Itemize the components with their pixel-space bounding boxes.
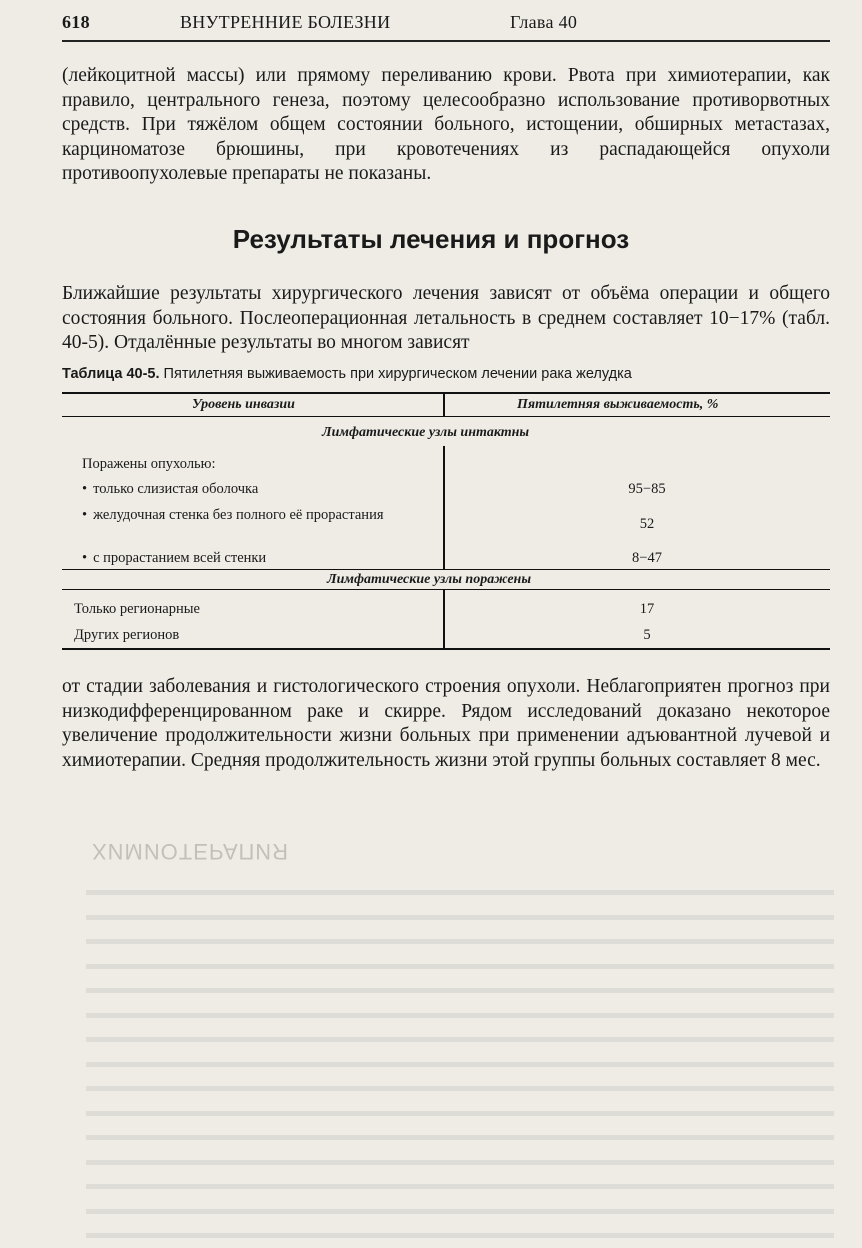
- table-caption-text: Пятилетняя выживаемость при хирургическом лечении рака желудка: [163, 366, 632, 382]
- table-row-value: 52: [639, 516, 655, 532]
- header-rule: [62, 40, 830, 42]
- table-row-value: 5: [643, 627, 651, 643]
- table-caption: [62, 366, 832, 382]
- table-row-value: 17: [639, 601, 655, 617]
- table-row-value: 95−85: [628, 481, 666, 497]
- table-divider-1: [443, 446, 445, 569]
- bleed-through-heading: ХИМИОТЕРАПИЯ: [92, 839, 289, 864]
- chapter-label: Глава 40: [510, 12, 578, 32]
- table-bottom-rule: [62, 648, 830, 650]
- table-row-label: • только слизистая оболочка: [82, 481, 258, 498]
- table-group-rule: [62, 569, 830, 570]
- group-title-affected: Лимфатические узлы поражены: [327, 572, 532, 587]
- table-row-value: 8−47: [632, 550, 662, 566]
- bleed-through-text: [86, 880, 834, 1248]
- page-number: 618: [62, 12, 90, 32]
- table-row-label: Только регионарные: [74, 601, 200, 617]
- section-title: Результаты лечения и прогноз: [232, 224, 630, 254]
- survival-table: [62, 392, 830, 650]
- table-group2-rule: [62, 589, 830, 590]
- table-header-divider: [443, 394, 445, 416]
- group-title-intact: Лимфатические узлы интактны: [322, 425, 530, 440]
- paragraph-3: от стадии заболевания и гистологического строения опухоли. Неблагоприятен прогноз при низкодифференцированном раке и скирре. Рядом исследований доказано некоторое увеличение продолжительности жизни больных при применении адъювантной лучевой и химиотерапии. Средняя продолжительность жизни этой группы больных составляет 8 мес.: [62, 676, 830, 771]
- column-header-survival: Пятилетняя выживаемость, %: [517, 397, 719, 412]
- table-top-rule: [62, 392, 830, 394]
- column-header-invasion: Уровень инвазии: [192, 397, 295, 412]
- group-subtitle: Поражены опухолью:: [82, 456, 216, 472]
- paragraph-2: Ближайшие результаты хирургического лечения зависят от объёма операции и общего состояния больного. Послеоперационная летальность в среднем составляет 10−17% (табл. 40-5). Отдалённые результаты во многом зависят: [62, 283, 830, 353]
- table-header-rule: [62, 416, 830, 417]
- table-divider-2: [443, 590, 445, 648]
- table-row-label: • с прорастанием всей стенки: [82, 550, 266, 567]
- book-title: ВНУТРЕННИЕ БОЛЕЗНИ: [180, 12, 391, 32]
- paragraph-1: (лейкоцитной массы) или прямому переливанию крови. Рвота при химиотерапии, как правило, центрального генеза, поэтому целесообразно использование противорвотных средств. При тяжёлом общем состоянии больного, истощении, обширных метастазах, карциноматозе брюшины, при кровотечениях из распадающейся опухоли противоопухолевые препараты не показаны.: [62, 65, 830, 184]
- running-header: [62, 12, 830, 38]
- table-row-label: • желудочная стенка без полного её прорастания: [82, 506, 412, 525]
- table-row-label: Других регионов: [74, 627, 180, 643]
- table-caption-number: Таблица 40-5.: [62, 366, 160, 382]
